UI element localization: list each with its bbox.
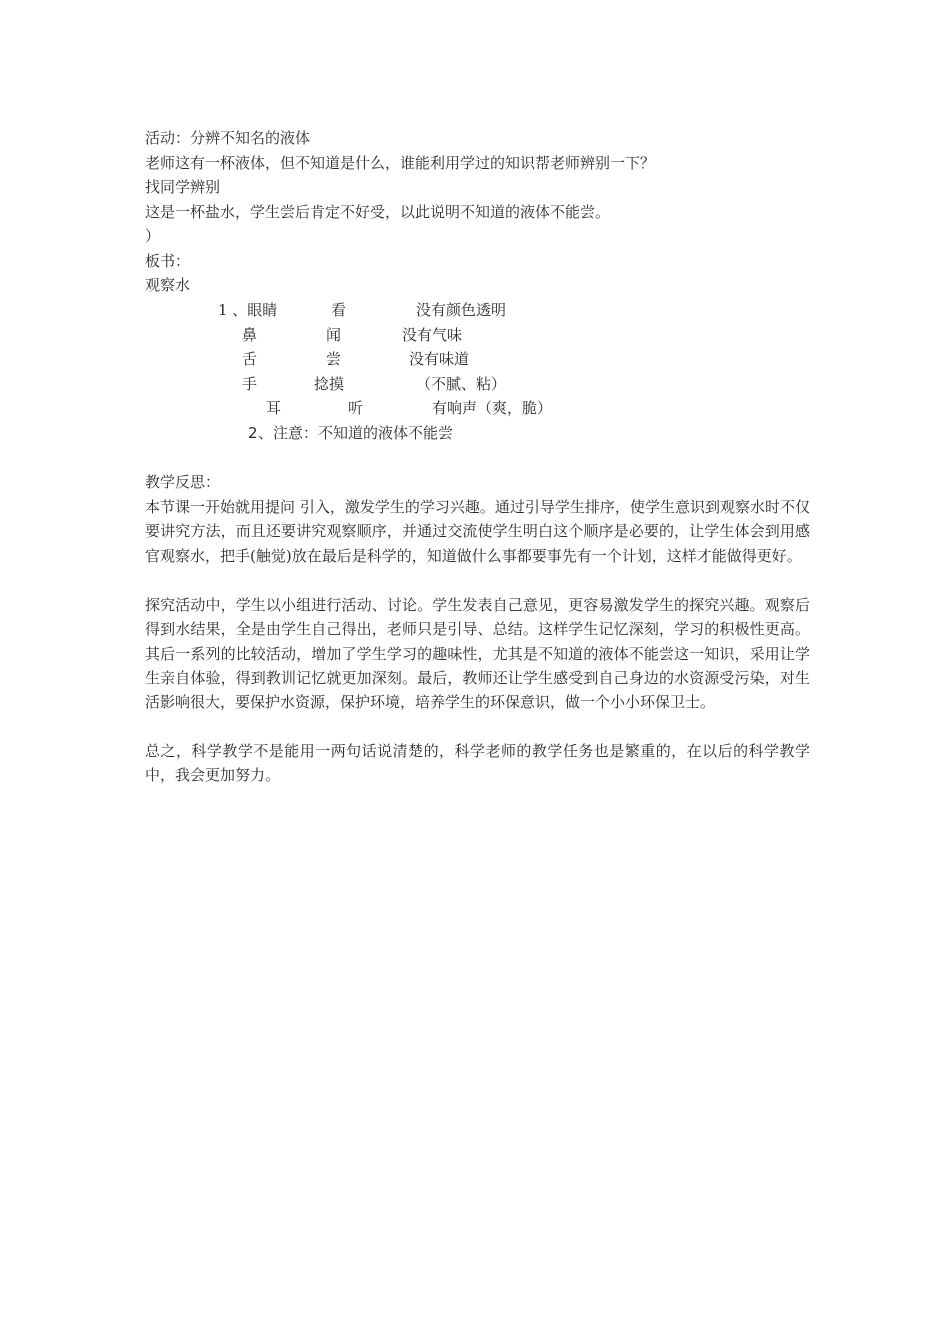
- activity-instruction: 找同学辨别: [145, 178, 221, 196]
- board-result: 没有颜色透明: [416, 301, 507, 319]
- reflection-heading: 教学反思：: [145, 473, 221, 491]
- board-organ: 手: [242, 375, 258, 393]
- reflection-paragraph: 本节课一开始就用提问 引入，激发学生的学习兴趣。通过引导学生排序，使学生意识到观察水时不仅要讲究方法，而且还要讲究观察顺序，并通过交流使学生明白这个顺序是必要的，让学生体会到用感官观察水，把手(触觉)放在最后是科学的，知道做什么事都要事先有一个计划，这样才能做得更好。: [145, 498, 810, 565]
- board-label: 板书：: [145, 252, 191, 270]
- board-note-number: 2: [248, 424, 258, 442]
- closing-parenthesis: ）: [145, 227, 161, 245]
- board-result: 有响声（爽，脆）: [432, 399, 553, 417]
- board-note-text: 、注意：不知道的液体不能尝: [258, 424, 454, 442]
- activity-heading: 活动：分辨不知名的液体: [145, 129, 311, 147]
- board-title: 观察水: [145, 276, 191, 294]
- activity-question: 老师这有一杯液体，但不知道是什么，谁能利用学过的知识帮老师辨别一下？: [145, 154, 656, 172]
- board-organ: 耳: [266, 399, 282, 417]
- board-action: 捻摸: [314, 375, 345, 393]
- board-organ: 鼻: [242, 326, 258, 344]
- activity-explanation: 这是一杯盐水，学生尝后肯定不好受，以此说明不知道的液体不能尝。: [145, 203, 611, 221]
- reflection-paragraph: 总之，科学教学不是能用一两句话说清楚的，科学老师的教学任务也是繁重的，在以后的科学教学中，我会更加努力。: [145, 742, 810, 785]
- board-action: 尝: [326, 350, 342, 368]
- board-result: 没有气味: [402, 326, 463, 344]
- reflection-paragraph: 探究活动中，学生以小组进行活动、讨论。学生发表自己意见，更容易激发学生的探究兴趣。观察后得到水结果，全是由学生自己得出，老师只是引导、总结。这样学生记忆深刻，学习的积极性更高。其后一系列的比较活动，增加了学生学习的趣味性，尤其是不知道的液体不能尝这一知识，采用让学生亲自体验，得到教训记忆就更加深刻。最后，教师还让学生感受到自己身边的水资源受污染，对生活影响很大，要保护水资源，保护环境，培养学生的环保意识，做一个小小环保卫士。: [145, 596, 810, 712]
- board-organ: 舌: [242, 350, 258, 368]
- board-action: 听: [348, 399, 364, 417]
- board-action: 看: [331, 301, 347, 319]
- board-action: 闻: [326, 326, 342, 344]
- board-result: （不腻、粘）: [416, 375, 507, 393]
- board-result: 没有味道: [409, 350, 470, 368]
- board-organ: 1 、眼睛: [218, 301, 278, 319]
